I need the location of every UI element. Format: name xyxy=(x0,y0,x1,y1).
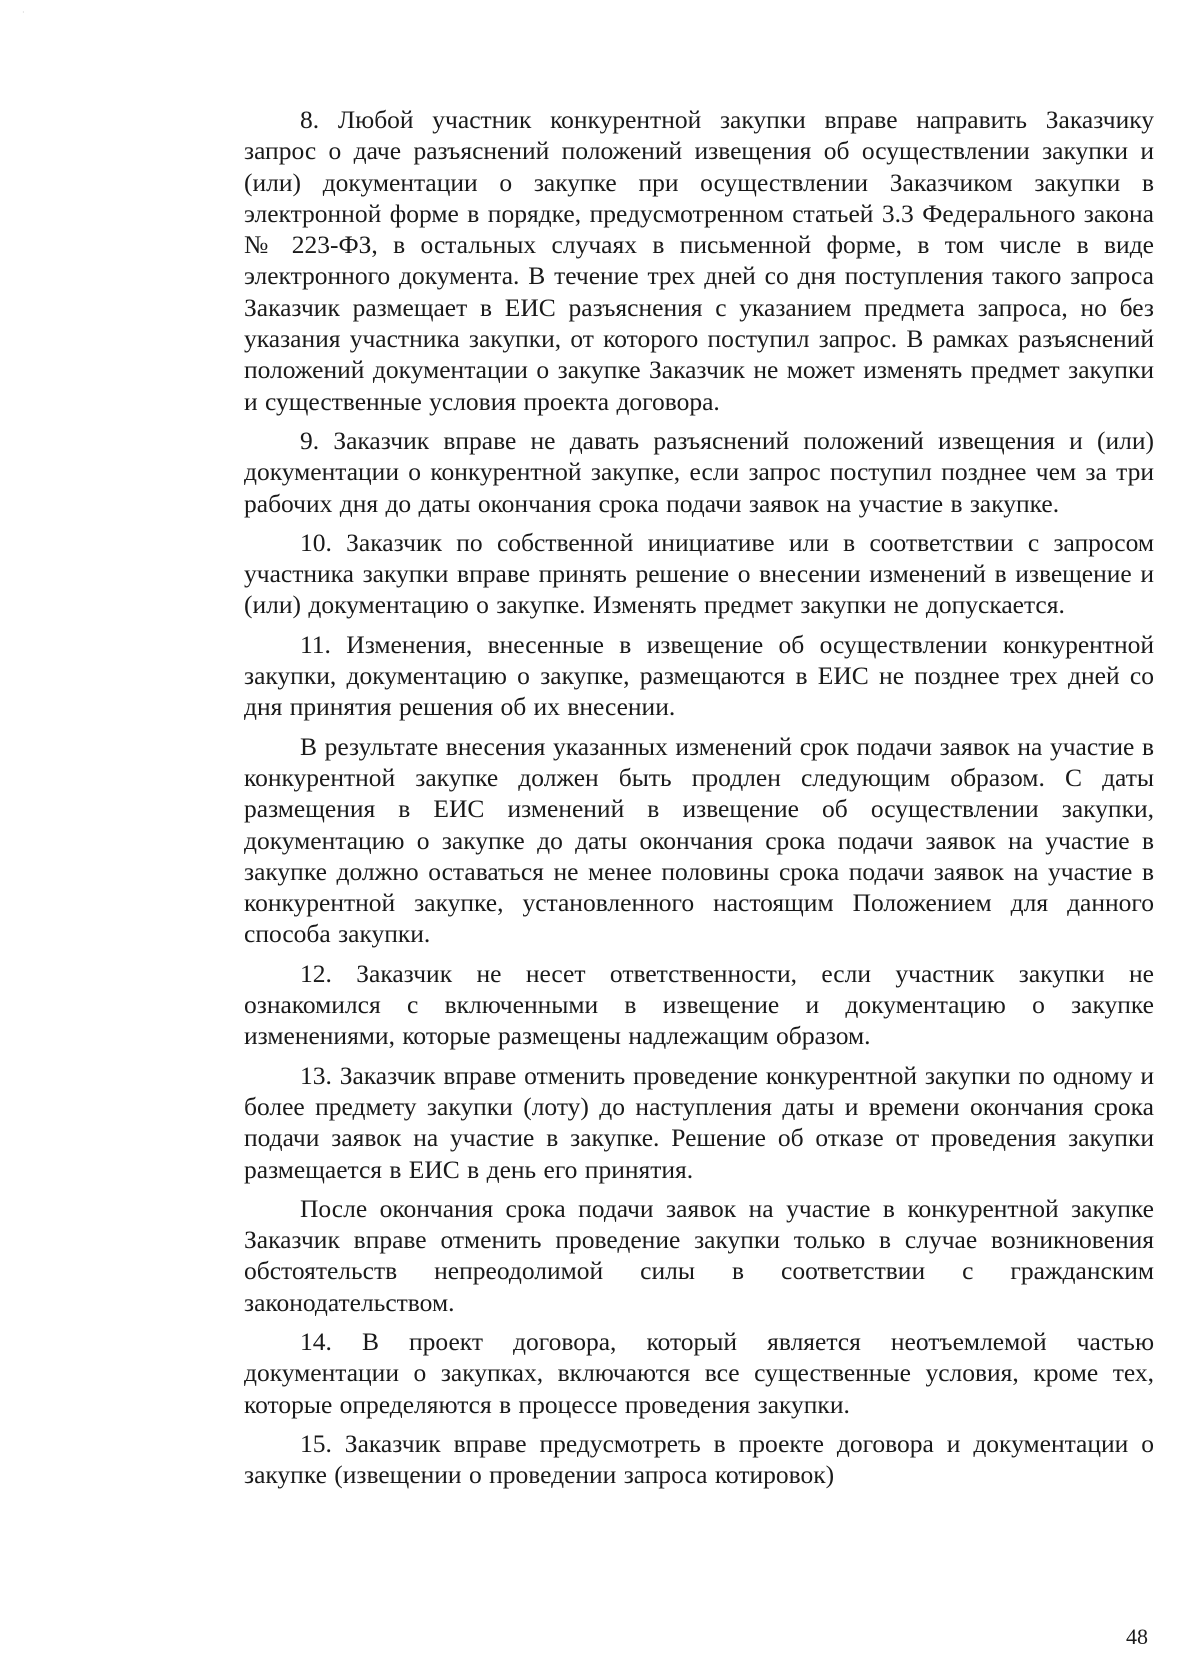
paragraph-8: 8. Любой участник конкурентной закупки вправе направить Заказчику запрос о даче разъяснений положений извещения об осуществлении закупки и (или) документации о закупке при осуществлении Заказчиком закупки в электронной форме в порядке, предусмотренном статьей 3.3 Федерального закона № 223-ФЗ, в остальных случаях в письменной форме, в том числе в виде электронного документа. В течение трех дней со дня поступления такого запроса Заказчик размещает в ЕИС разъяснения с указанием предмета запроса, но без указания участника закупки, от которого поступил запрос. В рамках разъяснений положений документации о закупке Заказчик не может изменять предмет закупки и существенные условия проекта договора. xyxy=(244,105,1154,416)
paragraph-14: 14. В проект договора, который является неотъемлемой частью документации о закупках, включаются все существенные условия, кроме тех, которые определяются в процессе проведения закупки. xyxy=(244,1326,1154,1419)
paragraph-13-continuation: После окончания срока подачи заявок на участие в конкурентной закупке Заказчик вправе отменить проведение закупки только в случае возникновения обстоятельств непреодолимой силы в соответствии с гражданским законодательством. xyxy=(244,1193,1154,1317)
paragraph-9: 9. Заказчик вправе не давать разъяснений положений извещения и (или) документации о конкурентной закупке, если запрос поступил позднее чем за три рабочих дня до даты окончания срока подачи заявок на участие в закупке. xyxy=(244,425,1154,518)
document-page xyxy=(244,104,1154,1498)
paragraph-13: 13. Заказчик вправе отменить проведение конкурентной закупки по одному и более предмету закупки (лоту) до наступления даты и времени окончания срока подачи заявок на участие в закупке. Решение об отказе от проведения закупки размещается в ЕИС в день его принятия. xyxy=(244,1060,1154,1184)
page-number: 48 xyxy=(1126,1624,1148,1649)
scan-corner-mark: · xyxy=(22,8,25,17)
paragraph-11-continuation: В результате внесения указанных изменений срок подачи заявок на участие в конкурентной закупке должен быть продлен следующим образом. С даты размещения в ЕИС изменений в извещение об осуществлении закупки, документацию о закупке до даты окончания срока подачи заявок на участие в закупке должно оставаться не менее половины срока подачи заявок на участие в конкурентной закупке, установленного настоящим Положением для данного способа закупки. xyxy=(244,731,1154,949)
paragraph-10: 10. Заказчик по собственной инициативе или в соответствии с запросом участника закупки вправе принять решение о внесении изменений в извещение и (или) документацию о закупке. Изменять предмет закупки не допускается. xyxy=(244,527,1154,620)
paragraph-15: 15. Заказчик вправе предусмотреть в проекте договора и документации о закупке (извещении о проведении запроса котировок) xyxy=(244,1428,1154,1490)
paragraph-11: 11. Изменения, внесенные в извещение об осуществлении конкурентной закупки, документацию о закупке, размещаются в ЕИС не позднее трех дней со дня принятия решения об их внесении. xyxy=(244,629,1154,722)
paragraph-12: 12. Заказчик не несет ответственности, если участник закупки не ознакомился с включенными в извещение и документацию о закупке изменениями, которые размещены надлежащим образом. xyxy=(244,958,1154,1051)
